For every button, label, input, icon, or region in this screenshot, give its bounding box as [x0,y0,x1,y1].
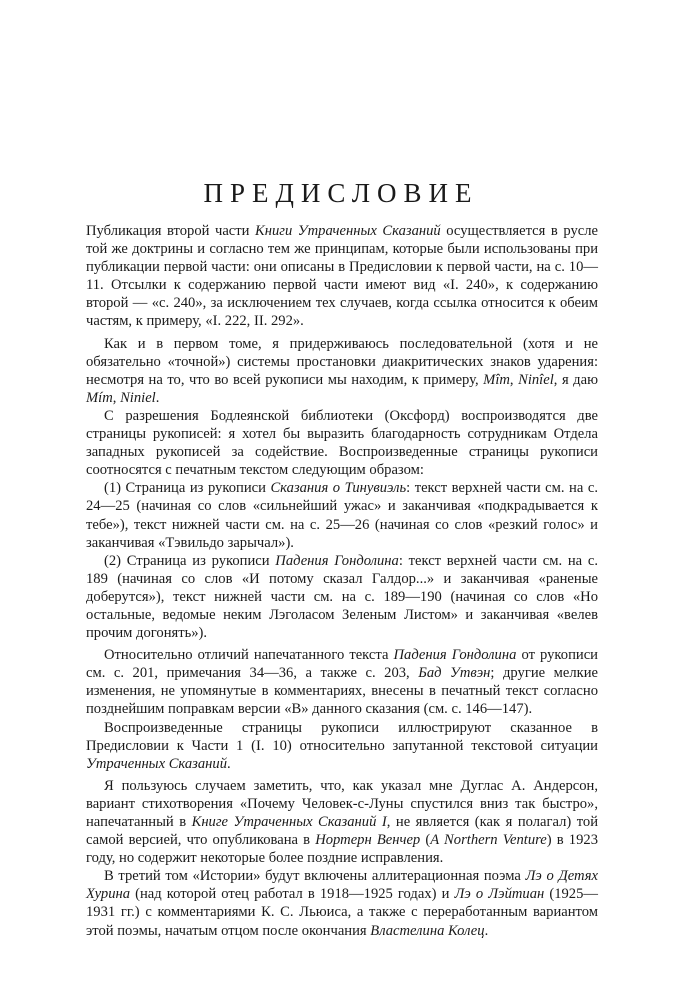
paragraph-8: Я пользуюсь случаем заметить, что, как указал мне Дуглас А. Андерсон, вариант стихотворения «Почему Человек-с-Луны спустился вниз так быстро», напечатанный в Книге Утраченных Сказаний I, не является (как я полагал) той самой версией, что опубликована в Нортерн Венчер (A Northern Venture) в 1923 году, но содержит некоторые более поздние исправления. [86,777,599,867]
paragraph-1: Публикация второй части Книги Утраченных Сказаний осуществляется в русле той же доктрины и согласно тем же принципам, которые были использованы при публикации первой части: они описаны в Предисловии к первой части, на с. 10—11. Отсылки к содержанию первой части имеют вид «I. 240», к содержанию второй — «с. 240», за исключением тех случаев, когда ссылка относится к обеим частям, к примеру, «I. 222, II. 292». [86,223,598,330]
paragraph-7: Воспроизведенные страницы рукописи иллюстрируют сказанное в Предисловии к Части 1 (I. 10) относительно запутанной текстовой ситуации Утраченных Сказаний. [86,719,598,772]
paragraph-5: (2) Страница из рукописи Падения Гондолина: текст верхней части см. на с. 189 (начиная со слов «И потому сказал Галдор...» и заканчивая «раненые доберутся»), текст нижней части см. на с. 189—190 (начиная со слов «Но остальные, ведомые неким Лэголасом Зеленым Листом» и заканчивая «велев прочим догонять»). [86,552,598,642]
page-title: ПРЕДИСЛОВИЕ [203,178,479,208]
paragraph-2: Как и в первом томе, я придерживаюсь последовательной (хотя и не обязательно «точной») системы простановки диакритических знаков ударения: несмотря на то, что во всей рукописи мы находим, к примеру, Mîm, Ninîel, я даю Mím, Niniel. [86,335,598,406]
paragraph-3: С разрешения Бодлеянской библиотеки (Оксфорд) воспроизводятся две страницы рукописей: я хотел бы выразить благодарность сотрудникам Отдела западных рукописей за содействие. Воспроизведенные страницы рукописи соотносятся с печатным текстом следующим образом: [86,407,598,479]
paragraph-6: Относительно отличий напечатанного текста Падения Гондолина от рукописи см. с. 201, примечания 34—36, а также с. 203, Бад Утвэн; другие мелкие изменения, не упомянутые в комментариях, внесены в печатный текст согласно позднейшим поправкам версии «B» данного сказания (см. с. 146—147). [86,647,598,718]
preface-text [86,222,598,940]
paragraph-4: (1) Страница из рукописи Сказания о Тинувиэль: текст верхней части см. на с. 24—25 (начиная со слов «сильнейший ужас» и заканчивая «подкрадывается к тебе»), текст нижней части см. на с. 25—26 (начиная со слов «резкий голос» и заканчивая «Тэвильдо зарычал»). [86,480,599,551]
paragraph-9: В третий том «Истории» будут включены аллитерационная поэма Лэ о Детях Хурина (над которой отец работал в 1918—1925 годах) и Лэ о Лэйтиан (1925—1931 гг.) с комментариями К. С. Льюиса, а также с переработанным вариантом этой поэмы, начатым отцом после окончания Властелина Колец. [86,868,598,939]
